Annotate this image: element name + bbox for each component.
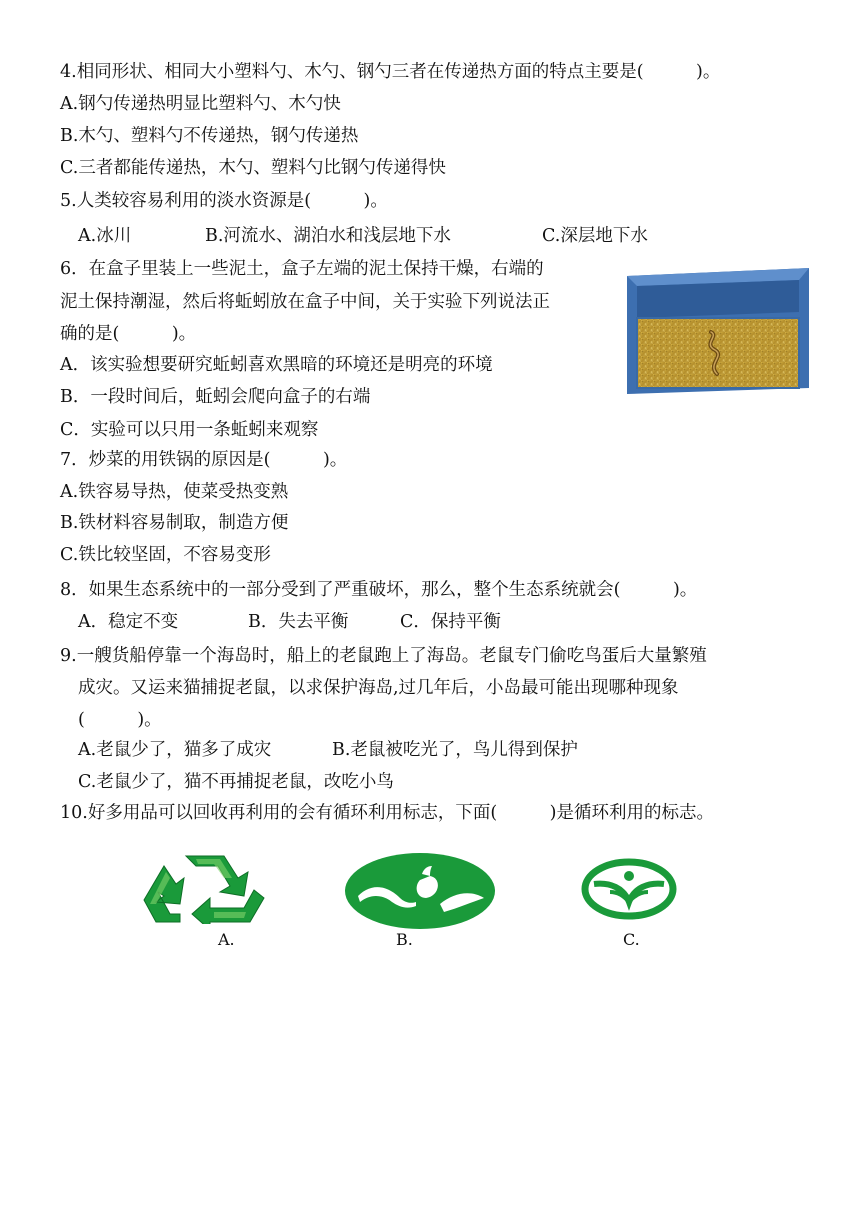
q6-stem-line2: 泥土保持潮湿，然后将蚯蚓放在盒子中间，关于实验下列说法正 (60, 292, 550, 312)
water-saving-logo-icon (344, 852, 496, 930)
q6-option-a: A．该实验想要研究蚯蚓喜欢黑暗的环境还是明亮的环境 (60, 355, 493, 375)
q8-option-c: C．保持平衡 (400, 612, 501, 632)
earthworm-box-image (623, 266, 813, 396)
q9-stem-line2: 成灾。又运来猫捕捉老鼠，以求保护海岛,过几年后，小岛最可能出现哪种现象 (78, 678, 679, 698)
q7-option-c: C.铁比较坚固，不容易变形 (60, 545, 271, 565)
q10-stem: 10.好多用品可以回收再利用的会有循环利用标志，下面( )是循环利用的标志。 (60, 803, 714, 823)
q4-option-b: B.木勺、塑料勺不传递热，钢勺传递热 (60, 126, 359, 146)
q8-stem: 8．如果生态系统中的一部分受到了严重破坏，那么，整个生态系统就会( )。 (60, 580, 698, 600)
q7-option-a: A.铁容易导热，使菜受热变熟 (60, 482, 289, 502)
q6-option-c: C．实验可以只用一条蚯蚓来观察 (60, 420, 319, 440)
green-food-logo-icon (580, 858, 678, 920)
q5-option-b: B.河流水、湖泊水和浅层地下水 (205, 226, 451, 246)
q4-option-c: C.三者都能传递热，木勺、塑料勺比钢勺传递得快 (60, 158, 446, 178)
q6-stem-line3: 确的是( )。 (60, 324, 197, 344)
q4-option-a: A.钢勺传递热明显比塑料勺、木勺快 (60, 94, 341, 114)
q5-stem: 5.人类较容易利用的淡水资源是( )。 (60, 191, 388, 211)
q7-stem: 7．炒菜的用铁锅的原因是( )。 (60, 450, 348, 470)
q8-option-b: B．失去平衡 (248, 612, 349, 632)
q9-option-a: A.老鼠少了，猫多了成灾 (78, 740, 272, 760)
q6-stem-line1: 6．在盒子里装上一些泥土，盒子左端的泥土保持干燥，右端的 (60, 259, 544, 279)
logo-caption-a: A. (218, 930, 235, 949)
q9-stem-line1: 9.一艘货船停靠一个海岛时，船上的老鼠跑上了海岛。老鼠专门偷吃鸟蛋后大量繁殖 (60, 646, 707, 666)
q9-option-c: C.老鼠少了，猫不再捕捉老鼠，改吃小鸟 (78, 772, 394, 792)
q5-option-a: A.冰川 (78, 226, 132, 246)
q7-option-b: B.铁材料容易制取，制造方便 (60, 513, 289, 533)
q4-stem: 4.相同形状、相同大小塑料勺、木勺、钢勺三者在传递热方面的特点主要是( )。 (60, 62, 721, 82)
q6-option-b: B．一段时间后，蚯蚓会爬向盒子的右端 (60, 387, 371, 407)
q9-stem-line3: ( )。 (78, 710, 162, 730)
q9-option-b: B.老鼠被吃光了，鸟儿得到保护 (332, 740, 578, 760)
q8-option-a: A．稳定不变 (78, 612, 179, 632)
recycle-logo-icon (140, 852, 280, 924)
logo-caption-c: C. (623, 930, 640, 949)
q5-option-c: C.深层地下水 (542, 226, 648, 246)
logo-caption-b: B. (396, 930, 413, 949)
